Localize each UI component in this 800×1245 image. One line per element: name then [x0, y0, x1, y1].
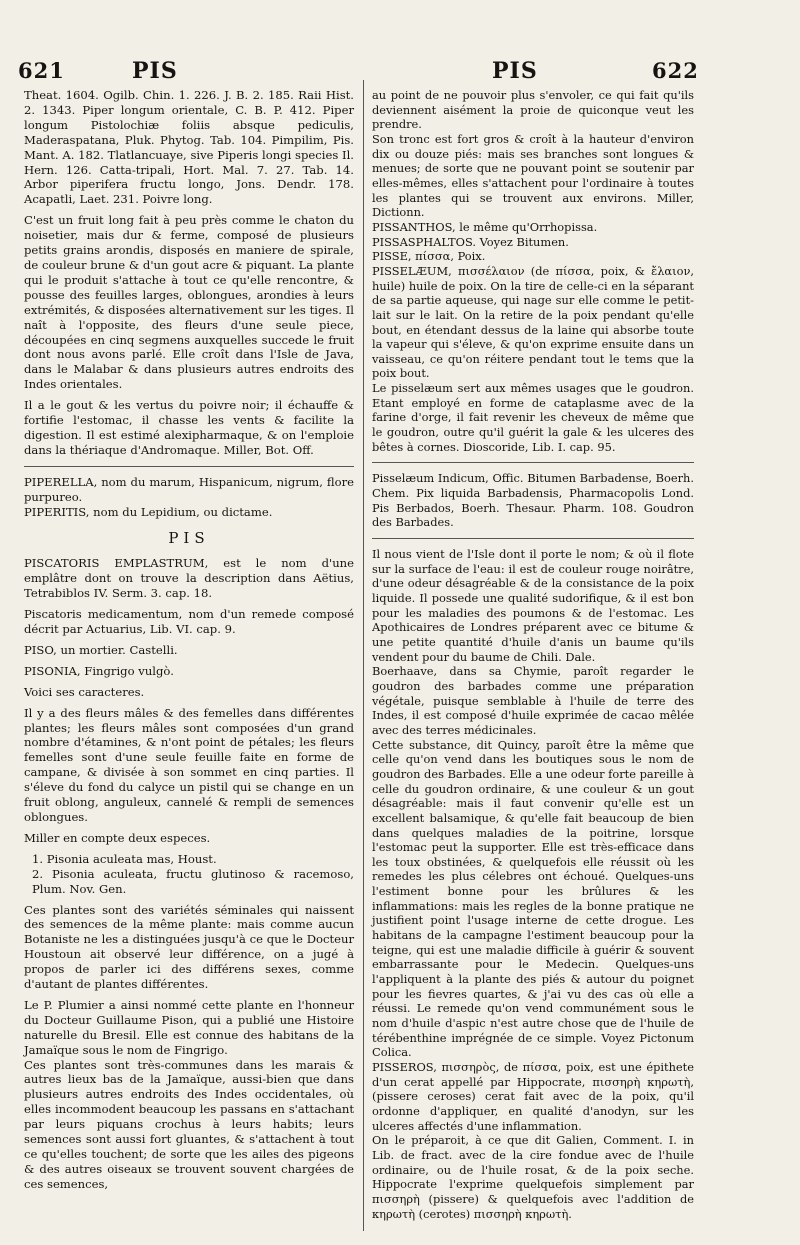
- paragraph: Boerhaave, dans sa Chymie, paroît regarder le goudron des barbades comme une préparation végétale, puisque semblable à l'huile de terre des Indes, il est composé d'huile exprimée de cacao mêlée avec des terres médicinales.: [372, 664, 694, 737]
- paragraph: Ces plantes sont des variétés séminales qui naissent des semences de la même plante: mais comme aucun Botaniste ne les a distinguées jusqu'à ce que le Docteur Houstoun ait observé leur différence, on a jugé à propos de parler ici des différens sexes, comme d'autant de plantes différentes.: [24, 902, 354, 992]
- divider: [372, 538, 694, 539]
- entry-pisselaeum: PISSELÆUM, πισσέλαιον (de πίσσα, poix, & ἔλαιον, huile) huile de poix. On la tire de celle-ci en la séparant de sa partie aqueuse, qui nage sur elle comme le petit-lait sur le lait. On la retire de la poix pendant qu'elle bout, en étendant dessus de la laine qui absorbe toute la vapeur qui s'éleve, & qu'on exprime ensuite dans un vaisseau, ce qu'on réitere pendant tout le tems que la poix bout.: [372, 263, 694, 381]
- right-running-head: PIS: [492, 58, 538, 84]
- entry-pisselaeum-indicum: Pisselæum Indicum, Offic. Bitumen Barbadense, Boerh. Chem. Pix liquida Barbadensis, Pharmacopolis Lond. Pis Berbados, Boerh. Thesaur. Pharm. 108. Goudron des Barbades.: [372, 471, 694, 530]
- entry-pissasphaltos: PISSASPHALTOS. Voyez Bitumen.: [372, 234, 569, 249]
- paragraph: au point de ne pouvoir plus s'envoler, ce qui fait qu'ils deviennent aisément la proie de quiconque veut les prendre.: [372, 88, 694, 132]
- entry-piscatoris-medicamentum: Piscatoris medicamentum, nom d'un remede composé décrit par Actuarius, Lib. VI. cap. 9.: [24, 607, 354, 636]
- right-column: [372, 88, 694, 1221]
- paragraph: Il y a des fleurs mâles & des femelles dans différentes plantes; les fleurs mâles sont composées d'un grand nombre d'étamines, & n'ont point de pétales; les fleurs femelles sont d'une seule feuille faite en forme de campane, & divisée à son sommet en cinq parties. Il s'éleve du fond du calyce un pistil qui se change en un fruit oblong, anguleux, cannelé & rempli de semences oblongues.: [24, 705, 354, 824]
- paragraph: Son tronc est fort gros & croît à la hauteur d'environ dix ou douze piés: mais ses branches sont longues & menues; de sorte que ne pouvant point se soutenir par elles-mêmes, elles s'attachent pour l'ordinaire à toutes les plantes qui se trouvent aux environs. Miller, Dictionn.: [372, 131, 694, 220]
- paragraph: Le pisselæum sert aux mêmes usages que le goudron. Etant employé en forme de cataplasme avec de la farine d'orge, il fait revenir les cheveux de même que le goudron, outre qu'il guérit la gale & les ulceres des bêtes à cornes. Dioscoride, Lib. I. cap. 95.: [372, 381, 694, 454]
- paragraph: Il nous vient de l'Isle dont il porte le nom; & où il flote sur la surface de l'eau: il est de couleur rouge noirâtre, d'une odeur désagréable & de la consistance de la poix liquide. Il possede une qualité sudorifique, & il est bon pour les maladies des poumons & de l'estomac. Les Apothicaires de Londres préparent avec ce bitume & une petite quantité d'huile d'anis un baume qu'ils vendent pour du baume de Chili. Dale.: [372, 547, 694, 664]
- list-item: 1. Pisonia aculeata mas, Houst.: [32, 851, 217, 866]
- paragraph: Theat. 1604. Ogilb. Chin. 1. 226. J. B. 2. 185. Raii Hist. 2. 1343. Piper longum orientale, C. B. P. 412. Piper longum Pistolochiæ foliis absque pediculis, Maderaspatana, Pluk. Phytog. Tab. 104. Pimpilim, Pis. Mant. A. 182. Tlatlancuaye, sive Piperis longi species Il. Hern. 126. Catta-tripali, Hort. Mal. 7. 27. Tab. 14. Arbor piperifera fructu longo, Jons. Dendr. 178. Acapatli, Laet. 231. Poivre long.: [24, 88, 354, 207]
- right-page-number: 622: [652, 58, 699, 83]
- entry-pissanthos: PISSANTHOS, le même qu'Orrhopissa.: [372, 219, 598, 234]
- entry-piperitis: PIPERITIS, nom du Lepidium, ou dictame.: [24, 504, 273, 519]
- entry-piso: PISO, un mortier. Castelli.: [24, 642, 178, 657]
- entry-pisonia: PISONIA, Fingrigo vulgò.: [24, 663, 174, 678]
- entry-piperella: PIPERELLA, nom du marum, Hispanicum, nigrum, flore purpureo.: [24, 474, 354, 504]
- column-rule: [363, 80, 364, 1231]
- divider: [372, 462, 694, 463]
- paragraph: Le P. Plumier a ainsi nommé cette plante en l'honneur du Docteur Guillaume Pison, qui a publié une Histoire naturelle du Bresil. Elle est connue des habitans de la Jamaïque sous le nom de Fingrigo.: [24, 997, 354, 1057]
- entry-pisse: PISSE, πίσσα, Poix.: [372, 249, 486, 264]
- left-column: [24, 88, 354, 1192]
- paragraph: Cette substance, dit Quincy, paroît être la même que celle qu'on vend dans les boutiques sous le nom de goudron des Barbades. Elle a une odeur forte pareille à celle du goudron ordinaire, & une couleur & un gout désagréable: mais il faut convenir qu'elle est un excellent balsamique, & qu'elle fait beaucoup de bien dans quelques maladies de la poitrine, lorsque l'estomac peut la supporter. Elle est très-efficace dans les toux obstinées, & quelquefois elle réussit où les remedes les plus célebres ont échoué. Quelques-uns l'estiment bonne pour les brûlures & les inflammations: mais les regles de la bonne pratique ne justifient point l'usage interne de cette drogue. Les habitans de la campagne l'estiment beaucoup pour la teigne, qui est une maladie difficile à guérir & souvent embarrassante pour le Medecin. Quelques-uns l'appliquent à la plante des piés & autour du poignet pour les fievres quartes, & j'ai vu des cas où elle a réussi. Le remede qu'on vend communément sous le nom d'huile d'aspic n'est autre chose que de l'huile de térébenthine imprégnée de ce simple. Voyez Pictonum Colica.: [372, 737, 694, 1060]
- paragraph: Voici ses caracteres.: [24, 684, 145, 699]
- paragraph: On le préparoit, à ce que dit Galien, Comment. I. in Lib. de fract. avec de la cire fondue avec de l'huile ordinaire, ou de l'huile rosat, & de la poix seche. Hippocrate l'exprime quelquefois simplement par πισσηρὴ (pissere) & quelquefois avec l'addition de κηρωτὴ (cerotes) πισσηρὴ κηρωτὴ.: [372, 1133, 694, 1221]
- entry-pisseros: PISSEROS, πισσηρὸς, de πίσσα, poix, est une épithete d'un cerat appellé par Hippocrate, πισσηρὴ κηρωτὴ, (pissere ceroses) cerat fait avec de la poix, qu'il ordonne d'appliquer, en qualité d'anodyn, sur les ulceres affectés d'une inflammation.: [372, 1060, 694, 1133]
- left-page-number: 621: [18, 58, 65, 83]
- paragraph: C'est un fruit long fait à peu près comme le chaton du noisetier, mais dur & ferme, composé de plusieurs petits grains arondis, disposés en maniere de spirale, de couleur brune & d'un gout acre & piquant. La plante qui le produit s'attache à tout ce qu'elle rencontre, & pousse des feuilles larges, oblongues, arondies à leurs extrémités, & disposées alternativement sur les tiges. Il naît à l'opposite, des fleurs d'une seule piece, découpées en cinq segmens auxquelles succede le fruit dont nous avons parlé. Elle croît dans l'Isle de Java, dans le Malabar & dans plusieurs autres endroits des Indes orientales.: [24, 213, 354, 392]
- paragraph: Il a le gout & les vertus du poivre noir; il échauffe & fortifie l'estomac, il chasse les vents & facilite la digestion. Il est estimé alexipharmaque, & on l'emploie dans la thériaque d'Andromaque. Miller, Bot. Off.: [24, 398, 354, 457]
- list-item: 2. Pisonia aculeata, fructu glutinoso & racemoso, Plum. Nov. Gen.: [32, 866, 354, 896]
- paragraph: Ces plantes sont très-communes dans les marais & autres lieux bas de la Jamaïque, aussi-bien que dans plusieurs autres endroits des Indes occidentales, où elles incommodent beaucoup les passans en s'attachant par leurs piquans crochus à leurs habits; leurs semences sont aussi fort gluantes, & s'attachent à tout ce qu'elles touchent; de sorte que les ailes des pigeons & des autres oiseaux se trouvent souvent chargées de ces semences,: [24, 1057, 354, 1191]
- section-heading: PIS: [168, 529, 210, 548]
- left-running-head: PIS: [132, 58, 178, 84]
- entry-piscatoris-emplastrum: PISCATORIS EMPLASTRUM, est le nom d'une emplâtre dont on trouve la description dans Aëtius, Tetrabiblos IV. Serm. 3. cap. 18.: [24, 556, 354, 601]
- paragraph: Miller en compte deux especes.: [24, 830, 211, 845]
- divider: [24, 466, 354, 467]
